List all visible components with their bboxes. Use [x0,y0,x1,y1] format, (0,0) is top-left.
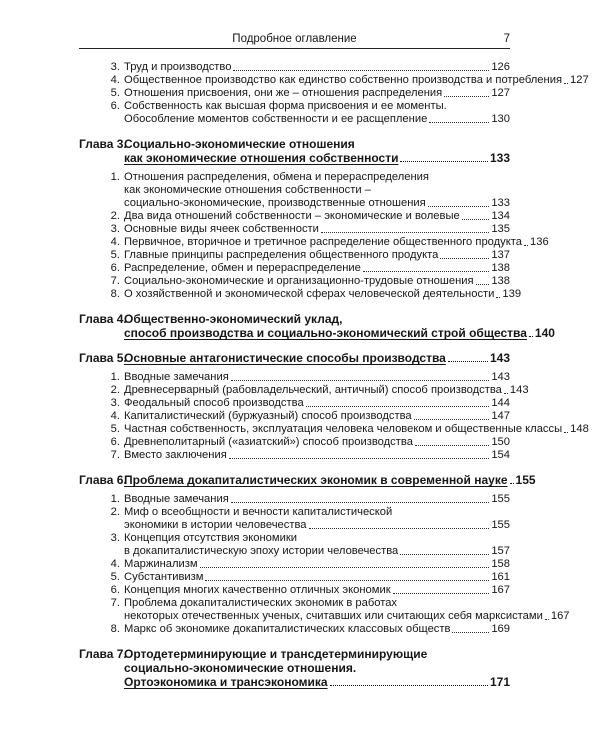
entry-page: 135 [491,223,510,235]
running-head [79,32,510,49]
entry-line [124,506,510,519]
entry-line [124,410,510,423]
entry-text: Проблема докапиталистических экономик в работах [124,597,398,609]
dot-leader [205,579,489,581]
entry-text: О хозяйственной и экономической сферах человеческой деятельности [124,288,495,300]
entry-text: экономики в истории человечества [124,519,307,531]
entry-page: 158 [491,558,510,570]
chapter-line [124,151,510,165]
entry-text: Распределение, обмен и перераспределение [124,262,361,274]
entry-number: 3. [110,223,120,235]
entry-text: Древнеполитарный («азиатский») способ производства [124,436,413,448]
entry-text: Социально-экономические и организационно-трудовые отношения [124,275,474,287]
chapter-text: социально-экономические отношения. [124,661,357,675]
chapter-text: способ производства и социально-экономический строй общества [124,326,527,340]
entry-page: 138 [491,262,510,274]
entry-body [124,100,510,126]
dot-leader [504,392,508,394]
chapter-heading[interactable] [79,473,536,487]
entry-page: 157 [491,545,510,557]
dot-leader [415,444,489,446]
chapter-text: Проблема докапиталистических экономик в современной науке [124,473,508,487]
entry-number: 4. [110,558,120,570]
chapter-body [124,647,510,689]
toc-entry[interactable] [79,397,510,410]
chapter-page: 133 [489,151,510,165]
toc-entry[interactable] [79,423,589,436]
toc-entry[interactable] [79,597,570,623]
table-of-contents [79,61,589,695]
entry-number: 6. [110,100,120,112]
entry-text: Вместо заключения [124,449,227,461]
entry-line [124,436,510,449]
toc-entry[interactable] [79,384,529,397]
entry-text: Маржинализм [124,558,198,570]
dot-leader [321,231,489,233]
entry-number: 3. [110,61,120,73]
dot-leader [309,527,490,529]
entry-number: 8. [110,623,120,635]
dot-leader [452,631,489,633]
entry-number: 5. [110,249,120,261]
entry-number: 4. [110,410,120,422]
entry-page: 155 [491,493,510,505]
entry-line [124,61,510,74]
entry-line [124,397,510,410]
dot-leader [496,296,500,298]
dot-leader [231,501,490,503]
chapter-page: 143 [489,351,510,365]
chapter-line [124,473,536,487]
chapter-label: Глава 3. [79,137,127,151]
dot-leader [414,418,490,420]
entry-body [124,506,510,532]
entry-body [124,532,510,558]
entry-number: 6. [110,262,120,274]
toc-entry[interactable] [79,223,510,236]
entry-number: 2. [110,384,120,396]
entry-text: Труд и производство [124,61,232,73]
entry-page: 167 [550,610,570,622]
toc-entry[interactable] [79,506,510,532]
entry-number: 4. [110,74,120,86]
entry-body [124,558,510,571]
entry-number: 3. [110,397,120,409]
entry-body [124,210,510,223]
dot-leader [428,205,490,207]
entry-line [124,519,510,532]
entry-line [124,449,510,462]
toc-entry[interactable] [79,74,589,87]
entry-text: Собственность как высшая форма присвоения и ее моменты. [124,100,447,112]
entry-body [124,410,510,423]
entry-line [124,210,510,223]
entry-page: 167 [491,584,510,596]
chapter-body [124,312,555,340]
entry-line [124,371,510,384]
dot-leader [229,457,490,459]
chapter-text: Основные антагонистические способы производства [124,351,446,365]
toc-entry[interactable] [79,623,510,636]
entry-number: 1. [110,171,120,183]
dot-leader [564,82,568,84]
dot-leader [444,95,489,97]
entry-line [124,275,510,288]
entry-line [124,249,510,262]
entry-body [124,571,510,584]
entry-page: 150 [491,436,510,448]
dot-leader [440,257,489,259]
entry-line [124,597,510,610]
entry-line [124,532,510,545]
entry-line [124,558,510,571]
entry-page: 130 [491,113,510,125]
toc-entry[interactable] [79,410,510,423]
chapter-text: Ортоэкономика и трансэкономика [124,675,328,689]
dot-leader [510,482,514,484]
entry-line [124,384,529,397]
chapter-body [124,473,536,487]
entry-number: 6. [110,584,120,596]
entry-number: 7. [110,275,120,287]
entry-line [124,113,510,126]
dot-leader [330,684,488,686]
chapter-label: Глава 4. [79,312,127,326]
chapter-label: Глава 5. [79,351,127,365]
entry-line [124,545,510,558]
entry-body [124,275,510,288]
entry-text: Основные виды ячеек собственности [124,223,319,235]
toc-entry[interactable] [79,449,510,462]
entry-body [124,236,549,249]
chapter-page: 171 [489,675,510,689]
entry-text: Миф о всеобщности и вечности капиталистической [124,506,393,518]
entry-page: 148 [570,423,589,435]
entry-line [124,184,510,197]
toc-entry[interactable] [79,532,510,558]
toc-entry[interactable] [79,236,549,249]
toc-entry[interactable] [79,171,510,210]
dot-leader [529,335,533,337]
entry-text: Вводные замечания [124,371,229,383]
chapter-line [124,137,510,151]
entry-text: Обособление моментов собственности и ее расщепление [124,113,428,125]
dot-leader [400,553,489,555]
entry-line [124,100,510,113]
toc-entry[interactable] [79,571,510,584]
chapter-label: Глава 7. [79,647,127,661]
dot-leader [393,592,490,594]
entry-body [124,288,522,301]
entry-line [124,423,589,436]
entry-number: 3. [110,532,120,544]
entry-page: 147 [491,410,510,422]
toc-entry[interactable] [79,558,510,571]
entry-text: Частная собственность, эксплуатация человека человеком и общественные классы [124,423,563,435]
toc-entry[interactable] [79,262,510,275]
dot-leader [524,244,528,246]
entry-number: 5. [110,423,120,435]
toc-entry[interactable] [79,584,510,597]
toc-entry[interactable] [79,100,510,126]
chapter-text: Общественно-экономический уклад, [124,312,343,326]
entry-text: в докапиталистическую эпоху истории человечества [124,545,399,557]
entry-text: Два вида отношений собственности – экономические и волевые [124,210,460,222]
dot-leader [476,283,490,285]
entry-page: 137 [491,249,510,261]
chapter-text: Социально-экономические отношения [124,137,355,151]
entry-number: 6. [110,436,120,448]
chapter-line [124,312,510,326]
dot-leader [231,379,490,381]
entry-body [124,171,510,210]
entry-page: 126 [491,61,510,73]
entry-text: социально-экономические, производственные отношения [124,197,426,209]
entry-page: 143 [509,384,529,396]
dot-leader [233,69,489,71]
toc-entry[interactable] [79,288,522,301]
dot-leader [448,360,488,362]
chapter-heading[interactable] [79,351,510,365]
dot-leader [564,431,568,433]
entry-text: Общественное производство как единство собственно производства и потребления [124,74,563,86]
entry-text: Концепция отсутствия экономики [124,532,297,544]
entry-text: некоторых отечественных ученых, считавших или считающих себя марксистами [124,610,543,622]
toc-entry[interactable] [79,371,510,384]
entry-text: Феодальный способ производства [124,397,304,409]
chapter-page: 155 [515,473,536,487]
entry-number: 1. [110,371,120,383]
entry-number: 5. [110,571,120,583]
entry-number: 2. [110,506,120,518]
entry-number: 2. [110,210,120,222]
entry-page: 136 [530,236,549,248]
dot-leader [200,566,490,568]
entry-page: 154 [491,449,510,461]
entry-body [124,493,510,506]
entry-body [124,371,510,384]
entry-number: 7. [110,449,120,461]
chapter-label: Глава 6. [79,473,127,487]
entry-line [124,236,549,249]
chapter-line [124,661,510,675]
entry-page: 138 [491,275,510,287]
chapter-page: 140 [534,326,555,340]
entry-text: Первичное, вторичное и третичное распределение общественного продукта [124,236,523,248]
toc-entry[interactable] [79,493,510,506]
entry-page: 133 [491,197,510,209]
entry-line [124,288,522,301]
entry-text: Маркс об экономике докапиталистических классовых обществ [124,623,451,635]
entry-body [124,249,510,262]
chapter-line [124,351,510,365]
entry-line [124,262,510,275]
dot-leader [429,121,489,123]
entry-page: 127 [570,74,589,86]
chapter-heading[interactable] [79,312,555,340]
entry-page: 169 [491,623,510,635]
toc-entry[interactable] [79,275,510,288]
entry-line [124,571,510,584]
dot-leader [306,405,490,407]
dot-leader [545,618,549,620]
entry-body [124,87,510,100]
entry-page: 127 [491,87,510,99]
entry-page: 139 [502,288,522,300]
entry-page: 155 [491,519,510,531]
chapter-heading[interactable] [79,137,510,165]
entry-text: Вводные замечания [124,493,229,505]
entry-number: 7. [110,597,120,609]
entry-body [124,74,589,87]
entry-line [124,171,510,184]
entry-body [124,623,510,636]
entry-number: 1. [110,493,120,505]
entry-page: 144 [491,397,510,409]
entry-body [124,597,570,623]
entry-line [124,610,570,623]
entry-line [124,623,510,636]
running-head-title: Подробное оглавление [232,33,357,45]
entry-line [124,87,510,100]
chapter-body [124,351,510,365]
toc-entry[interactable] [79,249,510,262]
entry-text: Отношения присвоения, они же – отношения распределения [124,87,443,99]
entry-number: 4. [110,236,120,248]
chapter-line [124,647,510,661]
entry-text: Концепция многих качественно отличных экономик [124,584,391,596]
dot-leader [400,160,488,162]
toc-entry[interactable] [79,61,510,74]
dot-leader [462,218,490,220]
entry-line [124,493,510,506]
toc-entry[interactable] [79,436,510,449]
entry-text: Капиталистический (буржуазный) способ производства [124,410,412,422]
entry-text: Древнесерварный (рабовладельческий, античный) способ производства [124,384,502,396]
toc-entry[interactable] [79,87,510,100]
entry-number: 5. [110,87,120,99]
entry-body [124,423,589,436]
chapter-text: Ортодетерминирующие и трансдетерминирующие [124,647,428,661]
entry-page: 161 [491,571,510,583]
entry-body [124,61,510,74]
chapter-body [124,137,510,165]
entry-text: Субстантивизм [124,571,204,583]
entry-line [124,74,589,87]
chapter-line [124,326,555,340]
entry-text: как экономические отношения собственности – [124,184,371,196]
entry-page: 143 [491,371,510,383]
entry-body [124,397,510,410]
entry-line [124,197,510,210]
entry-line [124,223,510,236]
chapter-text: как экономические отношения собственности [124,151,399,165]
entry-text: Главные принципы распределения общественного продукта [124,249,439,261]
toc-entry[interactable] [79,210,510,223]
entry-body [124,584,510,597]
entry-line [124,584,510,597]
entry-text: Отношения распределения, обмена и перераспределения [124,171,429,183]
entry-body [124,384,529,397]
dot-leader [363,270,489,272]
entry-body [124,449,510,462]
entry-body [124,262,510,275]
entry-body [124,223,510,236]
chapter-heading[interactable] [79,647,510,689]
entry-page: 134 [491,210,510,222]
entry-number: 8. [110,288,120,300]
entry-body [124,436,510,449]
chapter-line [124,675,510,689]
page-number: 7 [503,33,510,45]
